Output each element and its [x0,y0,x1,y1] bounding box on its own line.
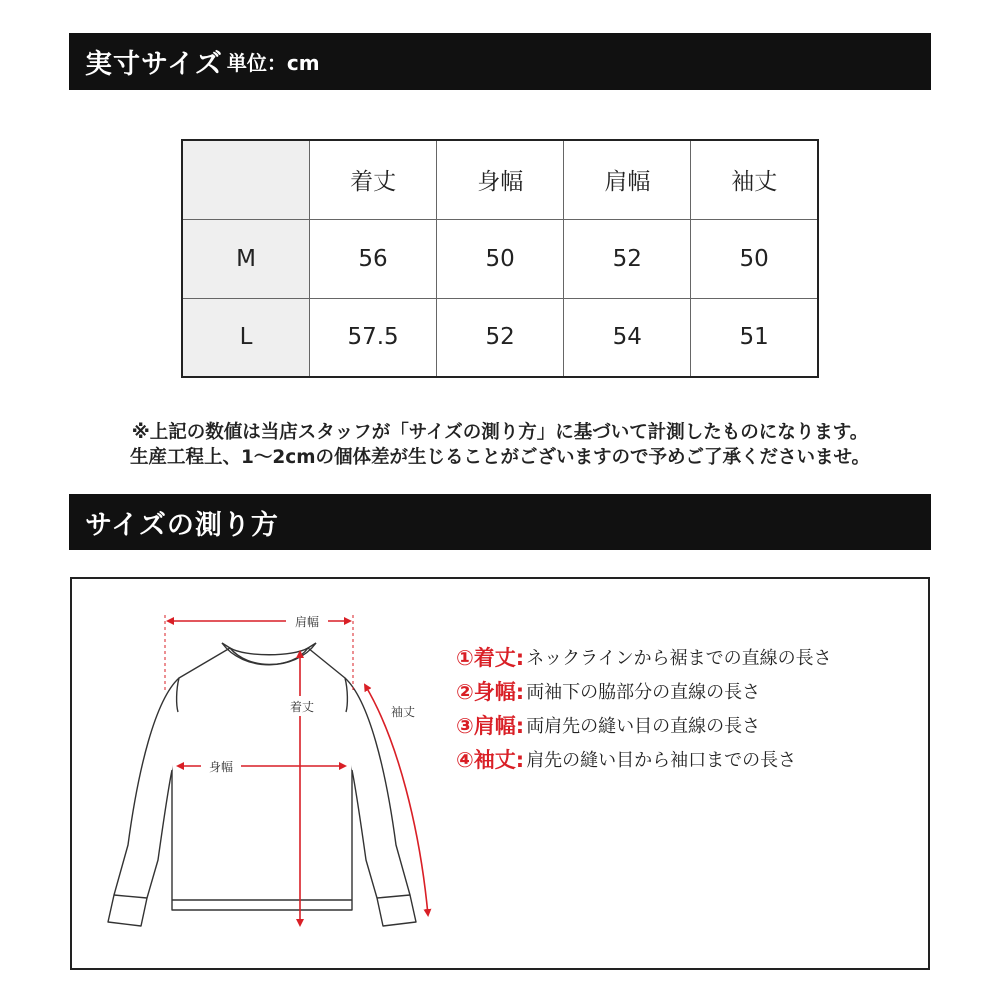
table-cell: 54 [564,298,691,377]
table-header-cell: 身幅 [437,140,564,219]
legend-item [456,674,832,708]
legend-key: ④袖丈: [456,748,525,772]
table-size-label: M [182,219,310,298]
diagram-label-length: 着丈 [289,700,315,714]
table-header-cell: 肩幅 [564,140,691,219]
diagram-label-sleeve: 袖丈 [390,705,416,719]
size-header-title: 実寸サイズ [85,49,223,80]
table-cell: 57.5 [310,298,437,377]
legend-key: ③肩幅: [456,714,525,738]
diagram-label-width: 身幅 [208,760,234,774]
legend-text: 両肩先の縫い目の直線の長さ [526,716,761,737]
note-line: 生産工程上、1〜2cmの個体差が生じることがございますので予めご了承くださいませ。 [130,447,870,468]
table-header-cell: 着丈 [310,140,437,219]
legend-text: 両袖下の脇部分の直線の長さ [526,682,761,703]
table-cell: 52 [437,298,564,377]
table-cell: 51 [691,298,818,377]
table-header-cell: 袖丈 [691,140,818,219]
note-line: ※上記の数値は当店スタッフが「サイズの測り方」に基づいて計測したものになります。 [131,422,869,443]
table-cell: 50 [437,219,564,298]
legend-item [456,708,832,742]
table-cell: 56 [310,219,437,298]
legend-item [456,640,832,674]
legend-key: ①着丈: [456,646,525,670]
table-cell: 52 [564,219,691,298]
shirt-outline [108,643,416,926]
legend-item [456,742,832,776]
legend-key: ②身幅: [456,680,525,704]
legend-text: 肩先の縫い目から袖口までの長さ [526,750,797,771]
table-size-label: L [182,298,310,377]
diagram-label-shoulder: 肩幅 [294,615,320,629]
measure-section-title: サイズの測り方 [85,509,279,541]
legend-text: ネックラインから裾までの直線の長さ [526,648,832,669]
measurement-legend [456,640,832,776]
table-cell: 50 [691,219,818,298]
size-header-unit: 単位：cm [226,51,320,75]
